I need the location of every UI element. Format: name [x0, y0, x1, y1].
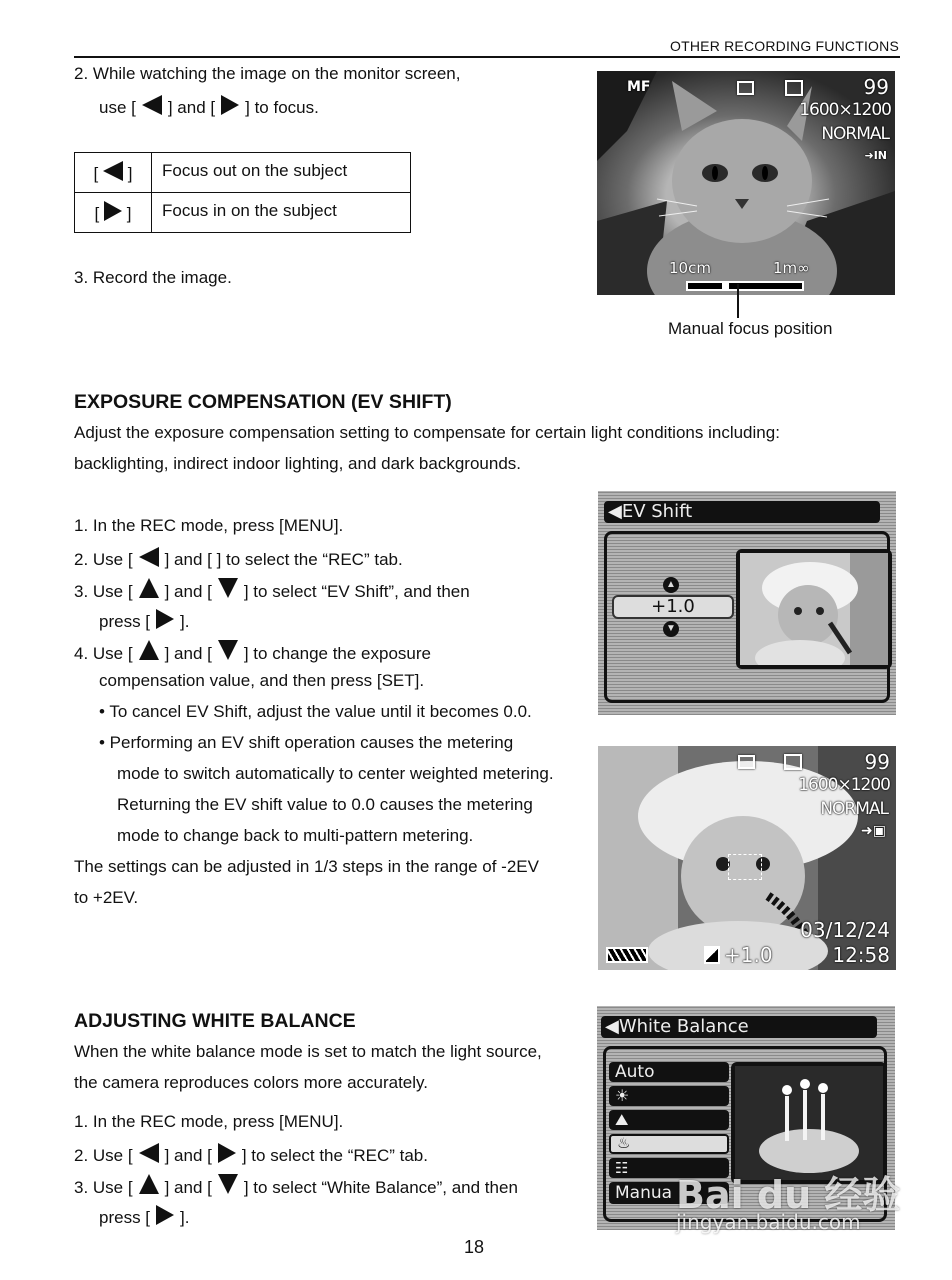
ev-intro-line1: Adjust the exposure compensation setting to compensate for certain light conditions including:: [74, 423, 780, 442]
shot-count: 99: [864, 750, 890, 774]
right-arrow-icon: [221, 95, 239, 115]
ev-bullet1: • To cancel EV Shift, adjust the value until it becomes 0.0.: [99, 702, 532, 721]
ev-step4-line2: compensation value, and then press [SET].: [99, 671, 425, 690]
ev-intro-line2: backlighting, indirect indoor lighting, and dark backgrounds.: [74, 454, 521, 473]
mf-step3: 3. Record the image.: [74, 268, 232, 287]
ev-value: +1.0: [724, 943, 773, 967]
wb-intro-line2: the camera reproduces colors more accurately.: [74, 1073, 429, 1092]
ev-live-screen: [598, 746, 896, 970]
watermark-url: jingyan.baidu.com: [676, 1210, 861, 1234]
right-arrow-icon: [218, 1143, 236, 1163]
fluorescent-icon: ☷: [609, 1158, 729, 1178]
image-size: 1600×1200: [798, 775, 890, 795]
battery-icon: [606, 947, 648, 963]
ev-step2: 2. Use [ ] and [ ] to select the “REC” tab.: [74, 547, 403, 570]
ev-bullet2-line4: mode to change back to multi-pattern metering.: [117, 826, 474, 845]
down-arrow-icon: [218, 578, 238, 598]
left-arrow-icon: [139, 1143, 159, 1163]
watermark-brand: Bai du 经验: [676, 1173, 901, 1217]
right-arrow-icon: [156, 609, 174, 629]
up-arrow-icon: [139, 1174, 159, 1194]
ev-up-icon: ▲: [663, 577, 679, 593]
mf-indicator: MF: [627, 79, 651, 95]
near-distance: 10cm: [669, 259, 711, 277]
up-arrow-icon: [139, 640, 159, 660]
time: 12:58: [832, 943, 890, 967]
shot-count: 99: [863, 75, 889, 99]
single-shot-icon: [737, 81, 754, 95]
ev-compensation-icon: [704, 946, 720, 964]
ev-bullet2-line3: Returning the EV shift value to 0.0 causes the metering: [117, 795, 533, 814]
running-header: OTHER RECORDING FUNCTIONS: [670, 38, 899, 54]
ev-step3-line2: press [ ].: [99, 609, 189, 632]
right-arrow-icon: [156, 1205, 174, 1225]
header-rule: [74, 56, 900, 58]
table-cell: Focus out on the subject: [152, 153, 411, 193]
far-distance: 1m∞: [773, 259, 810, 277]
ev-step4: 4. Use [ ] and [ ] to change the exposure: [74, 640, 431, 664]
cake-preview-photo: [735, 1066, 883, 1180]
focus-key-table: [74, 152, 411, 233]
memory-card-icon: ➜▣: [861, 823, 886, 839]
down-arrow-icon: [218, 1174, 238, 1194]
focus-position-marker: [722, 283, 729, 289]
wb-step3: 3. Use [ ] and [ ] to select “White Balance”, and then: [74, 1174, 518, 1198]
wb-step2: 2. Use [ ] and [ ] to select the “REC” tab.: [74, 1143, 428, 1166]
menu-title-bar: ◀EV Shift: [604, 501, 880, 523]
menu-title-bar: ◀White Balance: [601, 1016, 877, 1038]
memory-indicator: ➜IN: [864, 149, 887, 162]
focus-frame: [728, 854, 762, 880]
up-arrow-icon: [139, 578, 159, 598]
baby-preview-photo: [740, 553, 888, 665]
quality: NORMAL: [820, 799, 888, 819]
table-row: [ ] Focus in on the subject: [75, 193, 411, 233]
down-arrow-icon: [218, 640, 238, 660]
quality: NORMAL: [821, 124, 889, 144]
wb-option-manual: Manua: [609, 1182, 729, 1204]
metering-icon: [784, 754, 802, 770]
wb-section-title: ADJUSTING WHITE BALANCE: [74, 1010, 356, 1032]
left-arrow-icon: [103, 161, 123, 181]
manual-focus-screen: [597, 71, 895, 295]
left-arrow-icon: [139, 547, 159, 567]
table-row: [ ] Focus out on the subject: [75, 153, 411, 193]
single-shot-icon: [738, 755, 755, 769]
ev-bullet2-line2: mode to switch automatically to center weighted metering.: [117, 764, 554, 783]
mf-step2-line2: use [ ] and [ ] to focus.: [99, 95, 319, 118]
sunlight-icon: ☀: [609, 1086, 729, 1106]
ev-down-icon: ▼: [663, 621, 679, 637]
left-arrow-icon: [142, 95, 162, 115]
wb-step1: 1. In the REC mode, press [MENU].: [74, 1112, 344, 1131]
focus-caption: Manual focus position: [668, 319, 833, 338]
image-size: 1600×1200: [799, 100, 891, 120]
mf-step2-line1: 2. While watching the image on the monitor screen,: [74, 64, 461, 83]
ev-step1: 1. In the REC mode, press [MENU].: [74, 516, 344, 535]
light-bulb-icon: ♨: [609, 1134, 729, 1154]
ev-step3: 3. Use [ ] and [ ] to select “EV Shift”, and then: [74, 578, 470, 602]
table-cell: Focus in on the subject: [152, 193, 411, 233]
ev-shift-menu-screen: [598, 491, 896, 715]
metering-icon: [785, 80, 803, 96]
wb-option-auto: Auto: [609, 1062, 729, 1082]
wb-intro-line1: When the white balance mode is set to match the light source,: [74, 1042, 542, 1061]
ev-note-line1: The settings can be adjusted in 1/3 steps in the range of -2EV: [74, 857, 539, 876]
wb-step3-line2: press [ ].: [99, 1205, 189, 1228]
shade-icon: ⛰: [609, 1110, 729, 1130]
page-number: 18: [464, 1237, 485, 1257]
right-arrow-icon: [104, 201, 122, 221]
ev-section-title: EXPOSURE COMPENSATION (EV SHIFT): [74, 391, 452, 413]
focus-bar: [686, 281, 804, 291]
ev-note-line2: to +2EV.: [74, 888, 139, 907]
date: 03/12/24: [800, 918, 890, 942]
preview-frame: [736, 549, 892, 669]
ev-bullet2-line1: • Performing an EV shift operation causes the metering: [99, 733, 514, 752]
ev-value-box: +1.0: [612, 595, 734, 619]
caption-leader-line: [737, 284, 739, 318]
